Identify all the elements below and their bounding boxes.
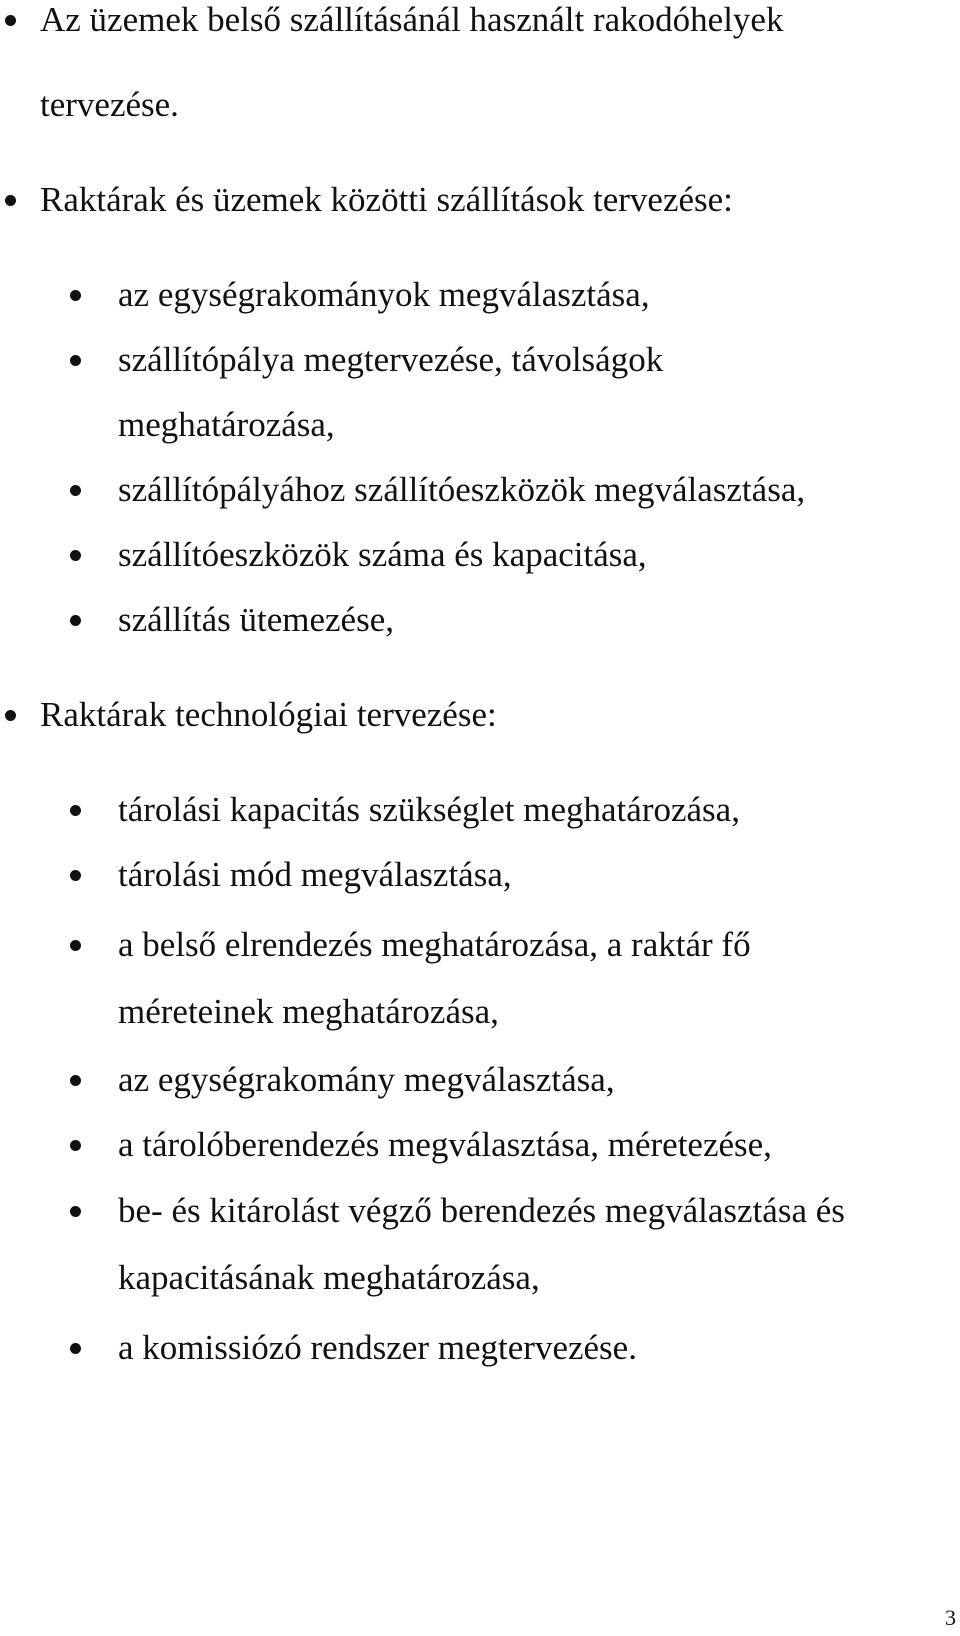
list-item-line: a belső elrendezés meghatározása, a raktár fő bbox=[118, 925, 751, 964]
bullet-icon bbox=[70, 1343, 81, 1354]
list-item-line: az egységrakomány megválasztása, bbox=[118, 1060, 615, 1099]
list-item-line: tárolási kapacitás szükséglet meghatározása, bbox=[118, 790, 740, 829]
bullet-icon bbox=[70, 615, 81, 626]
list-item-line: az egységrakományok megválasztása, bbox=[118, 275, 650, 314]
list-item-line: Raktárak és üzemek közötti szállítások tervezése: bbox=[40, 180, 733, 219]
bullet-icon bbox=[70, 805, 81, 816]
list-item-line: méreteinek meghatározása, bbox=[118, 992, 499, 1031]
bullet-icon bbox=[70, 940, 81, 951]
bullet-icon bbox=[70, 290, 81, 301]
bullet-icon bbox=[70, 355, 81, 366]
bullet-icon bbox=[70, 870, 81, 881]
bullet-icon bbox=[5, 15, 16, 26]
list-item-line: Raktárak technológiai tervezése: bbox=[40, 695, 497, 734]
bullet-icon bbox=[70, 1206, 81, 1217]
list-item-line: tervezése. bbox=[40, 85, 179, 124]
list-item-line: meghatározása, bbox=[118, 405, 335, 444]
bullet-icon bbox=[70, 550, 81, 561]
list-item-line: szállítópályához szállítóeszközök megválasztása, bbox=[118, 470, 806, 509]
bullet-icon bbox=[5, 195, 16, 206]
page-number: 3 bbox=[945, 1605, 956, 1630]
bullet-icon bbox=[70, 485, 81, 496]
list-item-line: szállítás ütemezése, bbox=[118, 600, 394, 639]
list-item-line: tárolási mód megválasztása, bbox=[118, 855, 512, 894]
list-item-line: szállítóeszközök száma és kapacitása, bbox=[118, 535, 647, 574]
bullet-icon bbox=[70, 1075, 81, 1086]
list-item-line: szállítópálya megtervezése, távolságok bbox=[118, 340, 664, 379]
bullet-icon bbox=[5, 710, 16, 721]
list-item-line: kapacitásának meghatározása, bbox=[118, 1258, 540, 1297]
list-item-line: a komissiózó rendszer megtervezése. bbox=[118, 1328, 637, 1367]
list-item-line: a tárolóberendezés megválasztása, méretezése, bbox=[118, 1125, 772, 1164]
bullet-icon bbox=[70, 1140, 81, 1151]
list-item-line: be- és kitárolást végző berendezés megválasztása és bbox=[118, 1191, 845, 1230]
list-item-line: Az üzemek belső szállításánál használt rakodóhelyek bbox=[40, 0, 784, 39]
